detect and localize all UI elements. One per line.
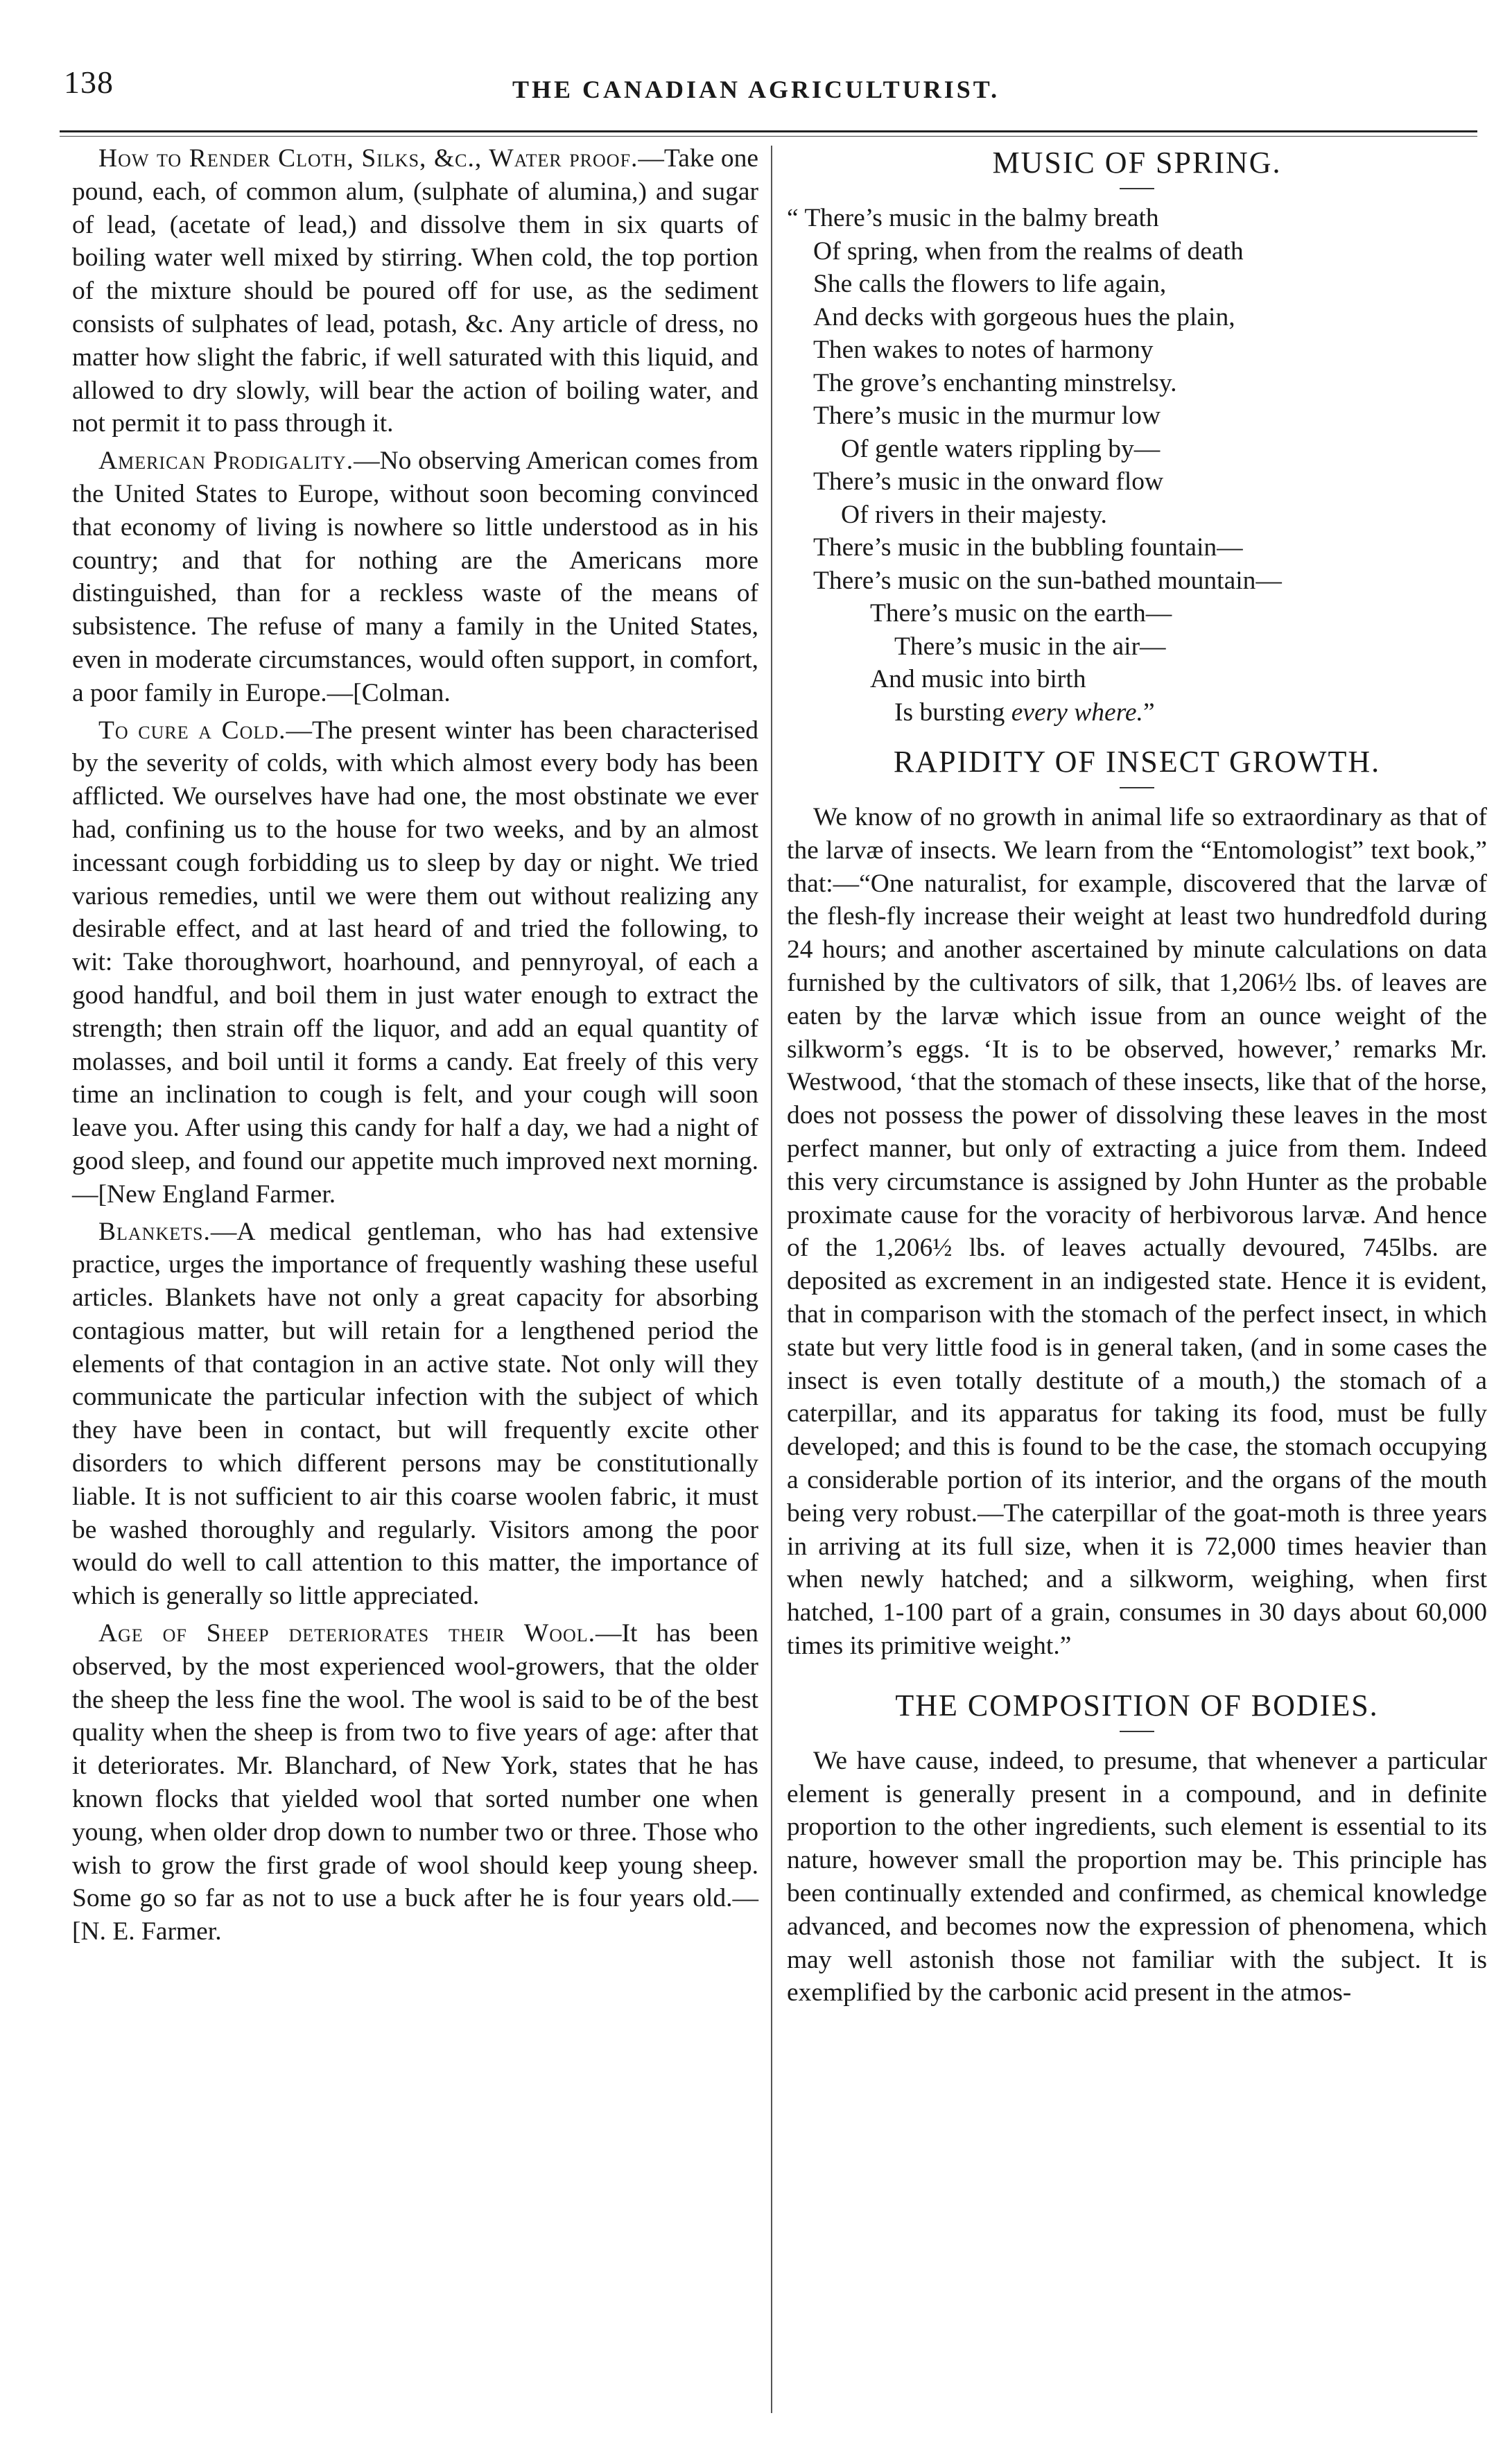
article-insect-growth: We know of no growth in animal life so extraordinary as that of the larvæ of insects. We learn from the “Entomologist” text book,” that:—“One naturalist, for example, discovered that the larvæ of the flesh-fly increase their weight at least two hundredfold during 24 hours; and another ascertained by minute calculations on data furnished by the cultivators of silk, that 1,206½ lbs. of leaves are eaten by the larvæ which issue from an ounce weight of the silkworm’s eggs. ‘It is to be observed, however,’ remarks Mr. Westwood, ‘that the stomach of these insects, like that of the horse, does not possess the power of dissolving these leaves in the most perfect manner, but only of extracting a juice from them. Indeed this very circumstance is assigned by John Hunter as the probable proximate cause for the voracity of herbivorous larvæ. And hence of the 1,206½ lbs. of leaves actually devoured, 745lbs. are deposited as excrement in an indigested state. Hence it is evident, that in comparison with the stomach of the perfect insect, in which state but very little food is in general taken, (and in some cases the insect is even totally destitute of a mouth,) the stomach of a caterpillar, and its apparatus for taking its food, must be fully developed; and this is found to be the case, the stomach occupying a considerable portion of its interior, and the organs of the mouth being very robust.—The caterpillar of the goat-moth is three years in arriving at its full size, when it is 72,000 times heavier than when newly hatched; and a silkworm, weighing, when first hatched, 1-100 part of a grain, consumes in 30 days about 60,000 times its primitive weight.”: [787, 803, 1487, 1660]
article-lead: To cure a Cold.: [98, 716, 286, 745]
page-header: [0, 0, 1512, 132]
article-prodigality: [72, 444, 758, 709]
page-number: 138: [64, 64, 114, 100]
article-lead: American Prodigality.: [98, 447, 354, 476]
poem: [787, 202, 1487, 729]
section-gap: [787, 1667, 1487, 1685]
heading-music-of-spring: MUSIC OF SPRING.: [992, 146, 1282, 180]
heading-rule: [1120, 188, 1154, 189]
article-text: —A medical gentleman, who has had extensive practice, urges the importance of frequently washing these useful articles. Blankets have not only a great capacity for absorbing contagious matter, but will retain for a lengthened period the elements of that contagion in an active state. Not only will they communicate the particular infection with the subject of which they have been in contact, but will frequently excite other disorders to which different persons may be constitutionally liable. It is not sufficient to air this coarse woolen fabric, it must be washed thoroughly and regularly. Visitors among the poor would do well to call attention to this matter, the importance of which is generally so little appreciated.: [72, 1217, 758, 1611]
article-text: —It has been observed, by the most experienced wool-growers, that the older the sheep the less fine the wool. The wool is said to be of the best quality when the sheep is from two to five years of age: after that it deteriorates. Mr. Blanchard, of New York, states that he has known flocks that yielded wool that sorted number one when young, when older drop down to number two or three. Those who wish to grow the first grade of wool should keep young sheep. Some go so far as not to use a buck after he is four years old.—[N. E. Farmer.: [72, 1619, 758, 1946]
running-title: THE CANADIAN AGRICULTURIST.: [512, 76, 1000, 103]
article-composition: We have cause, indeed, to presume, that whenever a particular element is generally present in a compound, and in definite proportion to the other ingredients, such element is essential to its nature, however small the proportion may be. This principle has been continually extended and confirmed, as chemical knowledge advanced, and becomes now the expression of phenomena, which may well astonish those not familiar with the subject. It is exemplified by the carbonic acid present in the atmos-: [787, 1746, 1487, 2007]
article-text: —The present winter has been characterised by the severity of colds, with which almost every body has been afflicted. We ourselves have had one, the most obstinate we ever had, confining us to the house for two weeks, and by an almost incessant cough forbidding us to sleep by day or night. We tried various remedies, until we were them out without realizing any desirable effect, and at last heard of and tried the following, to wit: Take thoroughwort, hoarhound, and pennyroyal, of each a good handful, and boil them in just water enough to extract the strength; then strain off the liquor, and add an equal quantity of molasses, and boil until it forms a candy. Eat freely of this very time an inclination to cough is felt, and your cough will soon leave you. After using this candy for half a day, we had a night of good sleep, and found our appetite much improved next morning.—[New England Farmer.: [72, 716, 758, 1209]
heading-insect-growth: RAPIDITY OF INSECT GROWTH.: [893, 745, 1381, 779]
article-cold: [72, 714, 758, 1211]
right-column: [787, 142, 1487, 2014]
poem-line: There’s music in the murmur low: [813, 401, 1161, 430]
poem-line: She calls the flowers to life again,: [813, 270, 1167, 298]
article-sheep: [72, 1617, 758, 1948]
poem-line: There’s music on the sun-bathed mountain—: [813, 566, 1282, 595]
article-text: —Take one pound, each, of common alum, (sulphate of alumina,) and sugar of lead, (acetate of lead,) and dissolve them in six quarts of boiling water well mixed by stirring. When cold, the top portion of the mixture should be poured off for use, as the sediment consists of sulphates of lead, potash, &c. Any article of dress, no matter how slight the fabric, if well saturated with this liquid, and allowed to dry slowly, will bear the action of boiling water, and not permit it to pass through it.: [72, 144, 758, 438]
closing-quote: ”: [1142, 698, 1155, 727]
article-text: —No observing American comes from the United States to Europe, without soon becoming convinced that economy of living is nowhere so little understood as in his country; and that for nothing are the Americans more distinguished, than for a reckless waste of the means of subsistence. The refuse of many a family in the United States, even in moderate circumstances, would often support, in comfort, a poor family in Europe.—[Colman.: [72, 447, 758, 707]
poem-line: There’s music in the onward flow: [813, 467, 1164, 496]
header-rule: [60, 130, 1477, 137]
poem-line: And music into birth: [870, 665, 1086, 693]
article-lead: How to Render Cloth, Silks, &c., Water proof.: [98, 144, 638, 173]
heading-composition-of-bodies: THE COMPOSITION OF BODIES.: [895, 1688, 1379, 1722]
article-waterproof: [72, 142, 758, 440]
heading-rule: [1120, 1731, 1154, 1732]
poem-line: And decks with gorgeous hues the plain,: [813, 302, 1235, 331]
poem-line: Then wakes to notes of harmony: [813, 336, 1154, 364]
poem-line-text: Is bursting: [894, 698, 1005, 727]
left-column: [72, 142, 758, 1953]
poem-line: There’s music on the earth—: [870, 599, 1172, 628]
poem-line: [787, 696, 1487, 729]
poem-line: “ There’s music in the balmy breath: [787, 204, 1159, 232]
poem-line: The grove’s enchanting minstrelsy.: [813, 368, 1177, 397]
poem-line: There’s music in the bubbling fountain—: [813, 533, 1243, 562]
article-lead: Age of Sheep deteriorates their Wool.: [98, 1619, 596, 1648]
heading-rule: [1120, 787, 1154, 788]
poem-emphasis: every where.: [1011, 698, 1143, 727]
poem-line: There’s music in the air—: [894, 632, 1166, 661]
article-blankets: [72, 1216, 758, 1614]
poem-line: Of spring, when from the realms of death: [813, 236, 1244, 266]
poem-line: Of gentle waters rippling by—: [841, 434, 1161, 463]
poem-line: Of rivers in their majesty.: [841, 500, 1107, 529]
article-lead: Blankets.: [98, 1217, 211, 1246]
column-divider: [771, 146, 772, 2413]
